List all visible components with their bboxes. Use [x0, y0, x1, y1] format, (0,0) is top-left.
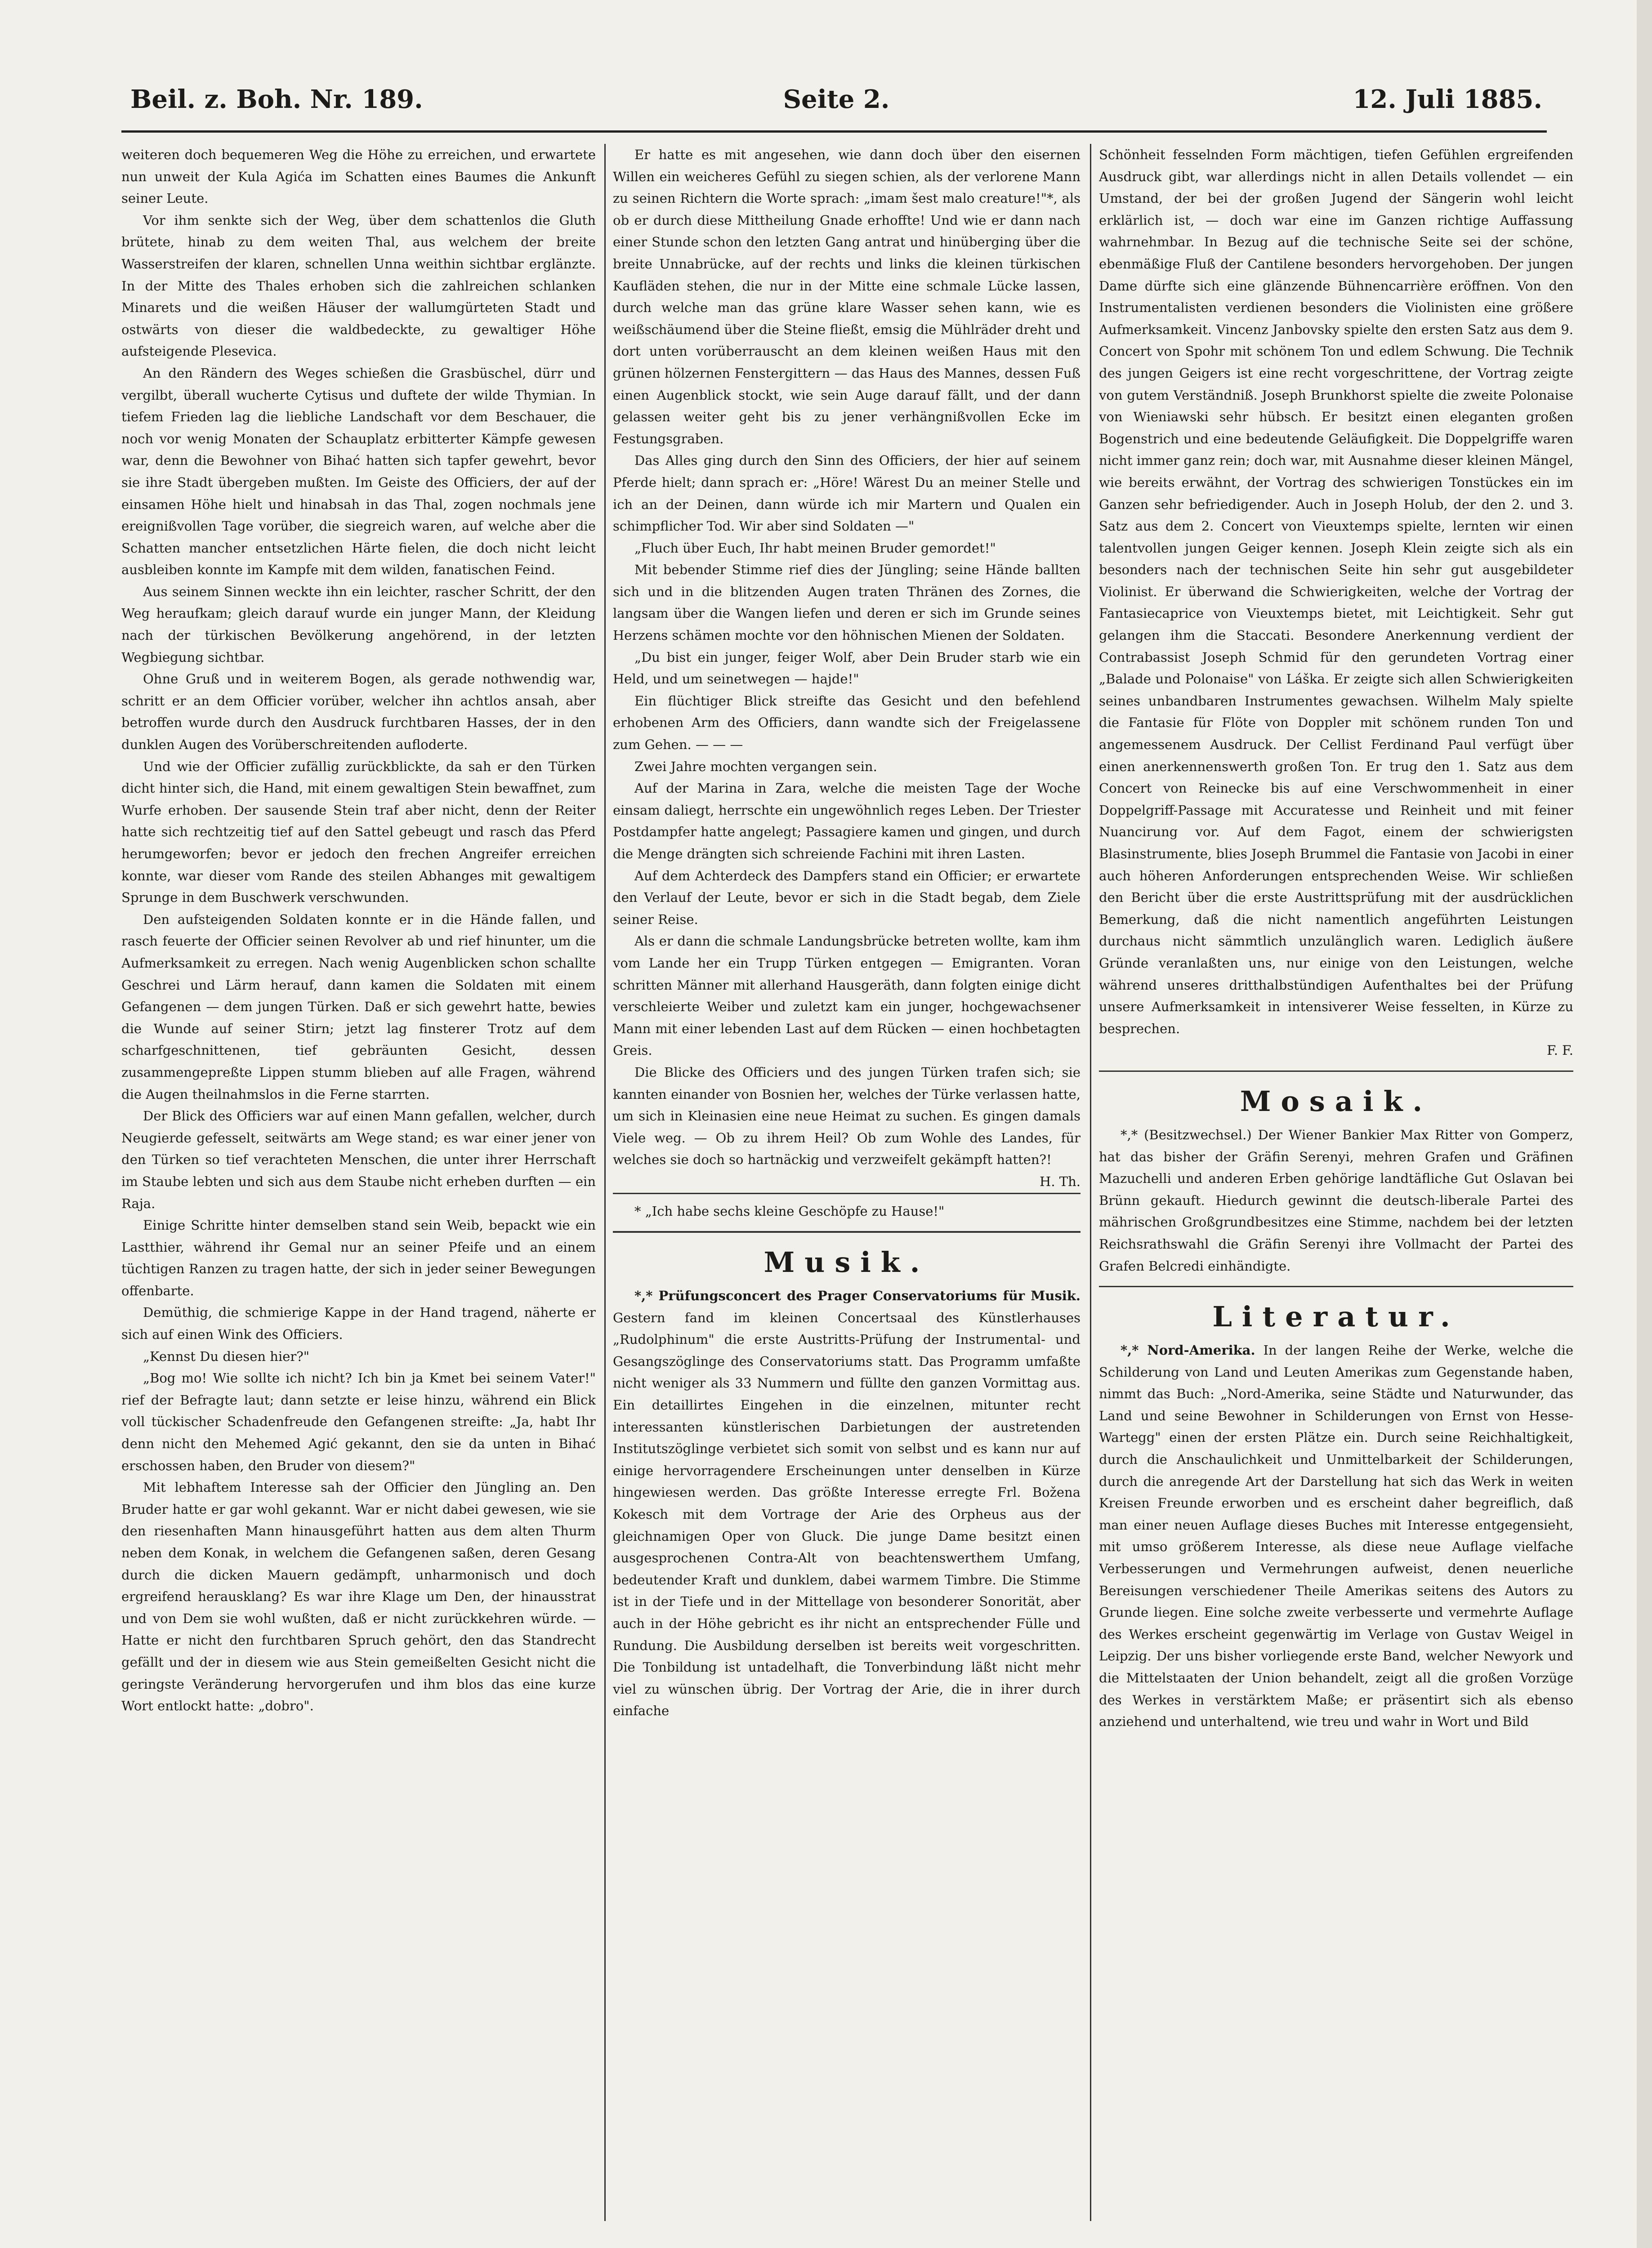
paragraph: Den aufsteigenden Soldaten konnte er in die Hände fallen, und rasch feuerte der Officier seinen Revolver ab und rief hinunter, um die Aufmerksamkeit zu erregen. Nach wenig Augenblicken schon schallte Geschrei und Lärm herauf, dann kamen die Soldaten mit einem Gefangenen — dem jungen Türken. Daß er sich gewehrt hatte, bewies die Wunde auf seiner Stirn; jetzt lag finsterer Trotz auf dem scharfgeschnittenen, tief gebräunten Gesicht, dessen zusammengepreßte Lippen stumm blieben auf alle Fragen, während die Augen theilnahmslos in die Ferne starrten.	[121, 911, 596, 1102]
paragraph: Auf der Marina in Zara, welche die meisten Tage der Woche einsam daliegt, herrschte ein ungewöhnlich reges Leben. Der Triester Postdampfer hatte angelegt; Passagiere kamen und gingen, und durch die Menge drängten sich schreiende Fachini mit ihren Lasten.	[613, 781, 1080, 861]
paragraph: Demüthig, die schmierige Kappe in der Hand tragend, näherte er sich auf einen Wink des Officiers.	[121, 1305, 596, 1343]
column-divider	[604, 144, 606, 2221]
paragraph: Mit bebender Stimme rief dies der Jüngling; seine Hände ballten sich und in die blitzenden Augen traten Thränen des Zornes, die langsam über die Wangen liefen und deren er sich im Grunde seines Herzens schämen mochte vor den höhnischen Mienen der Soldaten.	[613, 562, 1080, 643]
paragraph: Einige Schritte hinter demselben stand sein Weib, bepackt wie ein Lastthier, während ihr Gemal nur an seiner Pfeife und an einem tüchtigen Ranzen zu tragen hatte, der sich in jeder seiner Bewegungen offenbarte.	[121, 1218, 596, 1298]
item-title: *,* Nord-Amerika.	[1121, 1343, 1255, 1358]
footnote: * „Ich habe sechs kleine Geschöpfe zu Hause!"	[613, 1193, 1080, 1222]
paragraph: Das Alles ging durch den Sinn des Officiers, der hier auf seinem Pferde hielt; dann sprach er: „Höre! Wärest Du an meiner Stelle und ich an der Deinen, dann würde ich mir Martern und Qualen ein schimpflicher Tod. Wir aber sind Soldaten —"	[613, 453, 1080, 534]
section-rule	[613, 1231, 1080, 1233]
paragraph: Zwei Jahre mochten vergangen sein.	[634, 758, 877, 774]
paragraph: Der Wiener Bankier Max Ritter von Gomperz, hat das bisher der Gräfin Serenyi, mehren Grafen und Gräfinen Mazuchelli und anderen Erben gehörige landtäfliche Gut Oslavan bei Brünn gekauft. Hiedurch gewinnt die deutsch-liberale Partei des mährischen Großgrundbesitzes eine Stimme, nachdem bei der letzten Reichsrathswahl die Gräfin Serenyi ihre Vollmacht der Partei des Grafen Belcredi einhändigte.	[1099, 1127, 1573, 1274]
paragraph: Vor ihm senkte sich der Weg, über dem schattenlos die Gluth brütete, hinab zu dem weiten Thal, aus welchem der breite Wasserstreifen der klaren, schnellen Unna weithin sichtbar erglänzte. In der Mitte des Thales erhoben sich die zahlreichen schlanken Minarets und die weißen Häuser der wallumgürteten Stadt und ostwärts von dieser die waldbedeckte, zu gewaltiger Höhe aufsteigende Plesevica.	[121, 212, 596, 359]
header-rule	[121, 130, 1547, 133]
page-header	[130, 85, 1542, 125]
paragraph: „Bog mo! Wie sollte ich nicht? Ich bin ja Kmet bei seinem Vater!" rief der Befragte laut; dann setzte er leise hinzu, während ein Blick voll tückischer Schadenfreude den Gefangenen streifte: „Ja, habt Ihr denn nicht den Mehemed Agić gekannt, den sie da unten in Bihać erschossen haben, den Bruder von diesem?"	[121, 1370, 596, 1473]
paragraph: Als er dann die schmale Landungsbrücke betreten wollte, kam ihm vom Lande her ein Trupp Türken entgegen — Emigranten. Voran schritten Männer mit allerhand Hausgeräth, dann folgten einige dicht verschleierte Weiber und zuletzt kam ein junger, hochgewachsener Mann mit einer lebenden Last auf dem Rücken — einen hochbetagten Greis.	[613, 933, 1080, 1058]
paragraph: Die Blicke des Officiers und des jungen Türken trafen sich; sie kannten einander von Bosnien her, welches der Türke verlassen hatte, um sich in Kleinasien eine neue Heimat zu suchen. Es gingen damals Viele weg. — Ob zu ihrem Heil? Ob zum Wohle des Landes, für welches sie doch so hartnäckig und verzweifelt gekämpft hatten?!	[613, 1064, 1080, 1168]
paragraph: Ein flüchtiger Blick streifte das Gesicht und den befehlend erhobenen Arm des Officiers, dann wandte sich der Freigelassene zum Gehen. — — —	[613, 693, 1080, 753]
item-title: *,* Prüfungsconcert des Prager Conservatoriums für Musik.	[634, 1288, 1080, 1304]
item-title: *,* (Besitzwechsel.)	[1121, 1127, 1252, 1142]
paragraph: „Kennst Du diesen hier?"	[143, 1348, 310, 1364]
paragraph: Und wie der Officier zufällig zurückblickte, da sah er den Türken dicht hinter sich, die Hand, mit einem gewaltigen Stein bewaffnet, zum Wurfe erhoben. Der sausende Stein traf aber nicht, denn der Reiter hatte sich rechtzeitig tief auf den Sattel gebeugt und rasch das Pferd herumgeworfen; bevor er jedoch den frechen Angreifer erreichen konnte, war dieser vom Rande des steilen Abhanges mit gewaltigem Sprunge in dem Buschwerk verschwunden.	[121, 758, 596, 905]
paragraph: weiteren doch bequemeren Weg die Höhe zu erreichen, und erwartete nun unweit der Kula Agića im Schatten eines Baumes die Ankunft seiner Leute.	[121, 147, 596, 206]
column-2	[613, 144, 1080, 2239]
column-3	[1099, 144, 1573, 2239]
column-divider	[1090, 144, 1091, 2221]
paragraph: Schönheit fesselnden Form mächtigen, tiefen Gefühlen ergreifenden Ausdruck gibt, war allerdings nicht in allen Details vollendet — ein Umstand, der bei der großen Jugend der Sängerin wohl leicht erklärlich ist, — doch war eine im Ganzen richtige Auffassung wahrnehmbar. In Bezug auf die technische Seite sei der schöne, ebenmäßige Fluß der Cantilene besonders hervorgehoben. Der jungen Dame dürfte sich eine glänzende Bühnencarrière eröffnen. Von den Instrumentalisten verdienen besonders die Violinisten eine größere Aufmerksamkeit. Vincenz Janbovsky spielte den ersten Satz aus dem 9. Concert von Spohr mit schönem Ton und edlem Schwung. Die Technik des jungen Geigers ist eine recht vorgeschrittene, der Vortrag zeigte von gutem Verständniß. Joseph Brunkhorst spielte die zweite Polonaise von Wieniawski sehr hübsch. Er besitzt einen eleganten großen Bogenstrich und eine bedeutende Geläufigkeit. Die Doppelgriffe waren nicht immer ganz rein; doch war, mit Ausnahme dieser kleinen Mängel, wie bereits erwähnt, der Vortrag des schwierigen Tonstückes ein im Ganzen sehr befriedigender. Auch in Joseph Holub, der den 2. und 3. Satz aus dem 2. Concert von Vieuxtemps spielte, lernten wir einen talentvollen jungen Geiger kennen. Joseph Klein zeigte sich als ein besonders nach der technischen Seite hin sehr gut ausgebildeter Violinist. Er überwand die Schwierigkeiten, welche der Vortrag der Fantasiecaprice von Vieuxtemps bietet, mit Leichtigkeit. Sehr gut gelangen ihm die Staccati. Besondere Anerkennung verdient der Contrabassist Joseph Schmid für den gerundeten Vortrag einer „Balade und Polonaise" von Láška. Er zeigte sich allen Schwierigkeiten seines unbandbaren Instrumentes gewachsen. Wilhelm Maly spielte die Fantasie für Flöte von Doppler mit schönem runden Ton und angemessenem Ausdruck. Der Cellist Ferdinand Paul verfügt über einen anerkennenswerth großen Ton. Er trug den 1. Satz aus dem Concert von Reinecke bis auf eine Verschwommenheit in einer Doppelgriff-Passage mit Accuratesse und Reinheit und mit feiner Nuancirung vor. Auf dem Fagot, einem der schwierigsten Blasinstrumente, blies Joseph Brummel die Fantasie von Jacobi in einer auch höheren Anforderungen entsprechenden Weise. Wir schließen den Bericht über die erste Austrittsprüfung mit der ausdrücklichen Bemerkung, daß die nicht namentlich angeführten Leistungen durchaus nicht sämmtlich unzulänglich waren. Lediglich äußere Gründe veranlaßten uns, nur einige von den Leistungen, welche während unseres dritthalbstündigen Aufenthaltes bei der Prüfung unsere Aufmerksamkeit in intensiverer Weise fesselten, in Kürze zu besprechen.	[1099, 147, 1573, 1036]
paragraph: Mit lebhaftem Interesse sah der Officier den Jüngling an. Den Bruder hatte er gar wohl gekannt. War er nicht dabei gewesen, wie sie den riesenhaften Mann hinausgeführt hatten aus dem alten Thurm neben dem Konak, in welchem die Gefangenen saßen, deren Gesang durch die dicken Mauern gedämpft, unharmonisch und doch ergreifend herausklang? Es war ihre Klage um Den, der hinausstrat und von Dem sie wohl wußten, daß er nicht zurückkehren würde. — Hatte er nicht den furchtbaren Spruch gehört, den das Standrecht gefällt und der in diesem wie aus Stein gemeißelten Gesicht nicht die geringste Veränderung hervorgerufen und ihm blos das eine kurze Wort entlockt hatte: „dobro".	[121, 1480, 596, 1714]
section-heading-literatur: Literatur.	[1212, 1300, 1460, 1334]
column-1	[121, 144, 596, 2239]
section-rule	[1099, 1286, 1573, 1287]
paragraph: Gestern fand im kleinen Concertsaal des Künstlerhauses „Rudolphinum" die erste Austritts-Prüfung der Instrumental- und Gesangszöglinge des Conservatoriums statt. Das Programm umfaßte nicht weniger als 33 Nummern und füllte den ganzen Vormittag aus. Ein detaillirtes Eingehen in die einzelnen, mitunter recht interessanten künstlerischen Darbietungen der austretenden Institutszöglinge verbietet sich somit von selbst und es kann nur auf einige hervorragendere Erscheinungen unter denselben in Kürze hingewiesen werden. Das größte Interesse erregte Frl. Božena Kokesch mit dem Vortrage der Arie des Orpheus aus der gleichnamigen Oper von Gluck. Die junge Dame besitzt einen ausgesprochenen Contra-Alt von beachtenswerthem Umfang, bedeutender Kraft und dunklem, dabei warmem Timbre. Die Stimme ist in der Tiefe und in der Mittellage von besonderer Sonorität, aber auch in der Höhe gebricht es ihr nicht an entsprechender Fülle und Rundung. Die Ausbildung derselben ist bereits weit vorgeschritten. Die Tonbildung ist untadelhaft, die Tonverbindung läßt nicht mehr viel zu wünschen übrig. Der Vortrag der Arie, die in ihrer durch einfache	[613, 1310, 1080, 1719]
section-heading-musik: Musik.	[763, 1246, 930, 1279]
paragraph: Aus seinem Sinnen weckte ihn ein leichter, rascher Schritt, der den Weg heraufkam; gleich darauf wurde ein junger Mann, der Kleidung nach der türkischen Bevölkerung angehörend, in der letzten Wegbiegung sichtbar.	[121, 584, 596, 665]
paragraph: Er hatte es mit angesehen, wie dann doch über den eisernen Willen ein weicheres Gefühl zu siegen schien, als der verlorene Mann zu seinen Richtern die Worte sprach: „imam šest malo creature!"*, als ob er durch diese Mittheilung Gnade erhoffte! Und wie er dann nach einer Stunde schon den letzten Gang antrat und hinüberging über die breite Unnabrücke, auf der rechts und links die kleinen türkischen Kaufläden stehen, die nur in der Mitte eine schmale Lücke lassen, durch welche man das grüne klare Wasser sehen kann, wie es weißschäumend über die Steine fließt, emsig die Mühlräder dreht und dort unten vorüberrauscht an dem kleinen weißen Haus mit den grünen hölzernen Fenstergittern — das Haus des Mannes, dessen Fuß einen Augenblick stockt, wie sein Auge darauf fällt, und der dann gelassen weiter geht bis zu jener verhängnißvollen Ecke im Festungsgraben.	[613, 147, 1080, 446]
header-page-number: Seite 2.	[783, 85, 890, 114]
section-heading-mosaik: Mosaik.	[1240, 1084, 1433, 1118]
article-signature: H. Th.	[1040, 1173, 1080, 1189]
paragraph: Auf dem Achterdeck des Dampfers stand ein Officier; er erwartete den Verlauf der Leute, bevor er sich in die Stadt begab, dem Ziele seiner Reise.	[613, 868, 1080, 927]
paragraph: Der Blick des Officiers war auf einen Mann gefallen, welcher, durch Neugierde gefesselt, seitwärts am Wege stand; es war einer jener von den Türken so tief verachteten Menschen, die unter ihrer Herrschaft im Staube lebten und sich aus dem Staube nicht erheben durften — ein Raja.	[121, 1108, 596, 1211]
paragraph: „Du bist ein junger, feiger Wolf, aber Dein Bruder starb wie ein Held, und um seinetwegen — hajde!"	[613, 649, 1080, 687]
paragraph: „Fluch über Euch, Ihr habt meinen Bruder gemordet!"	[634, 540, 996, 556]
section-rule	[1099, 1070, 1573, 1072]
paragraph: An den Rändern des Weges schießen die Grasbüschel, dürr und vergilbt, überall wucherte Cytisus und duftete der wilde Thymian. In tiefem Frieden lag die liebliche Landschaft vor dem Beschauer, die noch vor wenig Monaten der Schauplatz erbitterter Kämpfe gewesen war, denn die Bewohner von Bihać hatten sich tapfer gewehrt, bevor sie ihre Stadt übergeben mußten. Im Geiste des Officiers, der auf der einsamen Höhe hielt und hinabsah in das Thal, zogen nochmals jene ereignißvollen Tage vorüber, die siegreich waren, auf welche aber die Schatten mancher entsetzlichen Härte fielen, die doch nicht leicht ausbleiben konnte im Kampfe mit dem wilden, fanatischen Feind.	[121, 365, 596, 578]
paragraph: In der langen Reihe der Werke, welche die Schilderung von Land und Leuten Amerikas zum Gegenstande haben, nimmt das Buch: „Nord-Amerika, seine Städte und Naturwunder, das Land und seine Bewohner in Schilderungen von Ernst von Hesse-Wartegg" einen der ersten Plätze ein. Durch seine Reichhaltigkeit, durch die Anschaulichkeit und Unmittelbarkeit der Schilderungen, durch die anregende Art der Darstellung hat sich das Werk in weiten Kreisen Freunde erworben und es erscheint daher begreiflich, daß man einer neuen Auflage dieses Buches mit Interesse entgegensieht, mit umso größerem Interesse, als diese neue Auflage vielfache Verbesserungen und Vermehrungen aufweist, denen neuerliche Bereisungen verschiedener Theile Amerikas seitens des Autors zu Grunde liegen. Eine solche zweite verbesserte und vermehrte Auflage des Werkes erscheint gegenwärtig im Verlage von Gustav Weigel in Leipzig. Der uns bisher vorliegende erste Band, welcher Newyork und die Mittelstaaten der Union behandelt, zeigt all die großen Vorzüge des Werkes in verstärktem Maße; er präsentirt sich als ebenso anziehend und unterhaltend, wie treu und wahr in Wort und Bild	[1099, 1343, 1573, 1730]
paragraph: Ohne Gruß und in weiterem Bogen, als gerade nothwendig war, schritt er an dem Officier vorüber, welcher ihn achtlos ansah, aber betroffen wurde durch den Ausdruck furchtbaren Hasses, der in den dunklen Augen des Vorüberschreitenden aufloderte.	[121, 671, 596, 753]
header-date: 12. Juli 1885.	[1353, 85, 1542, 114]
header-issue: Beil. z. Boh. Nr. 189.	[130, 85, 423, 114]
page-edge	[1637, 0, 1652, 2248]
article-signature: F. F.	[1547, 1043, 1573, 1058]
